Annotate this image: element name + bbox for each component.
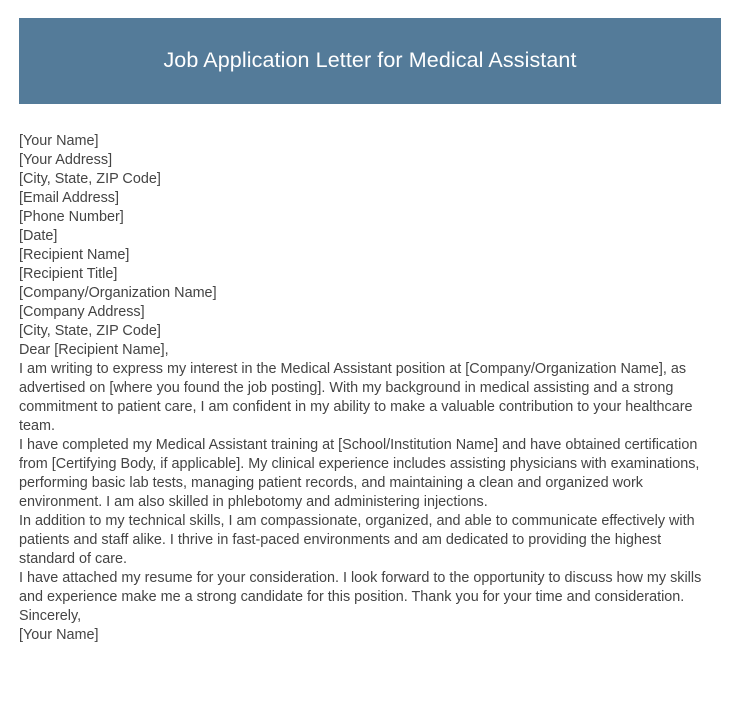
sender-line-email: [Email Address] xyxy=(19,190,119,206)
letter-body xyxy=(19,132,721,645)
recipient-line-city: [City, State, ZIP Code] xyxy=(19,323,161,339)
recipient-line-company: [Company/Organization Name] xyxy=(19,285,217,301)
document-header-banner xyxy=(19,18,721,104)
sender-address-block xyxy=(19,132,721,246)
body-paragraph-1: I am writing to express my interest in the Medical Assistant position at [Company/Organization Name], as advertised on [where you found the job posting]. With my background in medical assisting and a strong commitment to patient care, I am confident in my ability to make a valuable contribution to your healthcare team. xyxy=(19,361,693,434)
recipient-address-block xyxy=(19,246,721,341)
body-paragraph-3: In addition to my technical skills, I am compassionate, organized, and able to communicate effectively with patients and staff alike. I thrive in fast-paced environments and am dedicated to providing the highest standard of care. xyxy=(19,513,695,567)
sender-line-phone: [Phone Number] xyxy=(19,209,124,225)
recipient-line-name: [Recipient Name] xyxy=(19,247,130,263)
salutation: Dear [Recipient Name], xyxy=(19,342,169,358)
closing-salutation: Sincerely, xyxy=(19,608,82,624)
sender-line-city: [City, State, ZIP Code] xyxy=(19,171,161,187)
recipient-line-address: [Company Address] xyxy=(19,304,145,320)
signature-name: [Your Name] xyxy=(19,627,99,643)
document-title: Job Application Letter for Medical Assistant xyxy=(163,48,577,73)
sender-line-date: [Date] xyxy=(19,228,58,244)
body-paragraph-4: I have attached my resume for your consideration. I look forward to the opportunity to discuss how my skills and experience make me a strong candidate for this position. Thank you for your time and consideration. xyxy=(19,570,702,605)
recipient-line-title: [Recipient Title] xyxy=(19,266,118,282)
sender-line-address: [Your Address] xyxy=(19,152,113,168)
body-paragraph-2: I have completed my Medical Assistant training at [School/Institution Name] and have obtained certification from [Certifying Body, if applicable]. My clinical experience includes assisting physicians with examinations, performing basic lab tests, managing patient records, and maintaining a clean and organized work environment. I am also skilled in phlebotomy and administering injections. xyxy=(19,437,700,510)
sender-line-name: [Your Name] xyxy=(19,133,99,149)
